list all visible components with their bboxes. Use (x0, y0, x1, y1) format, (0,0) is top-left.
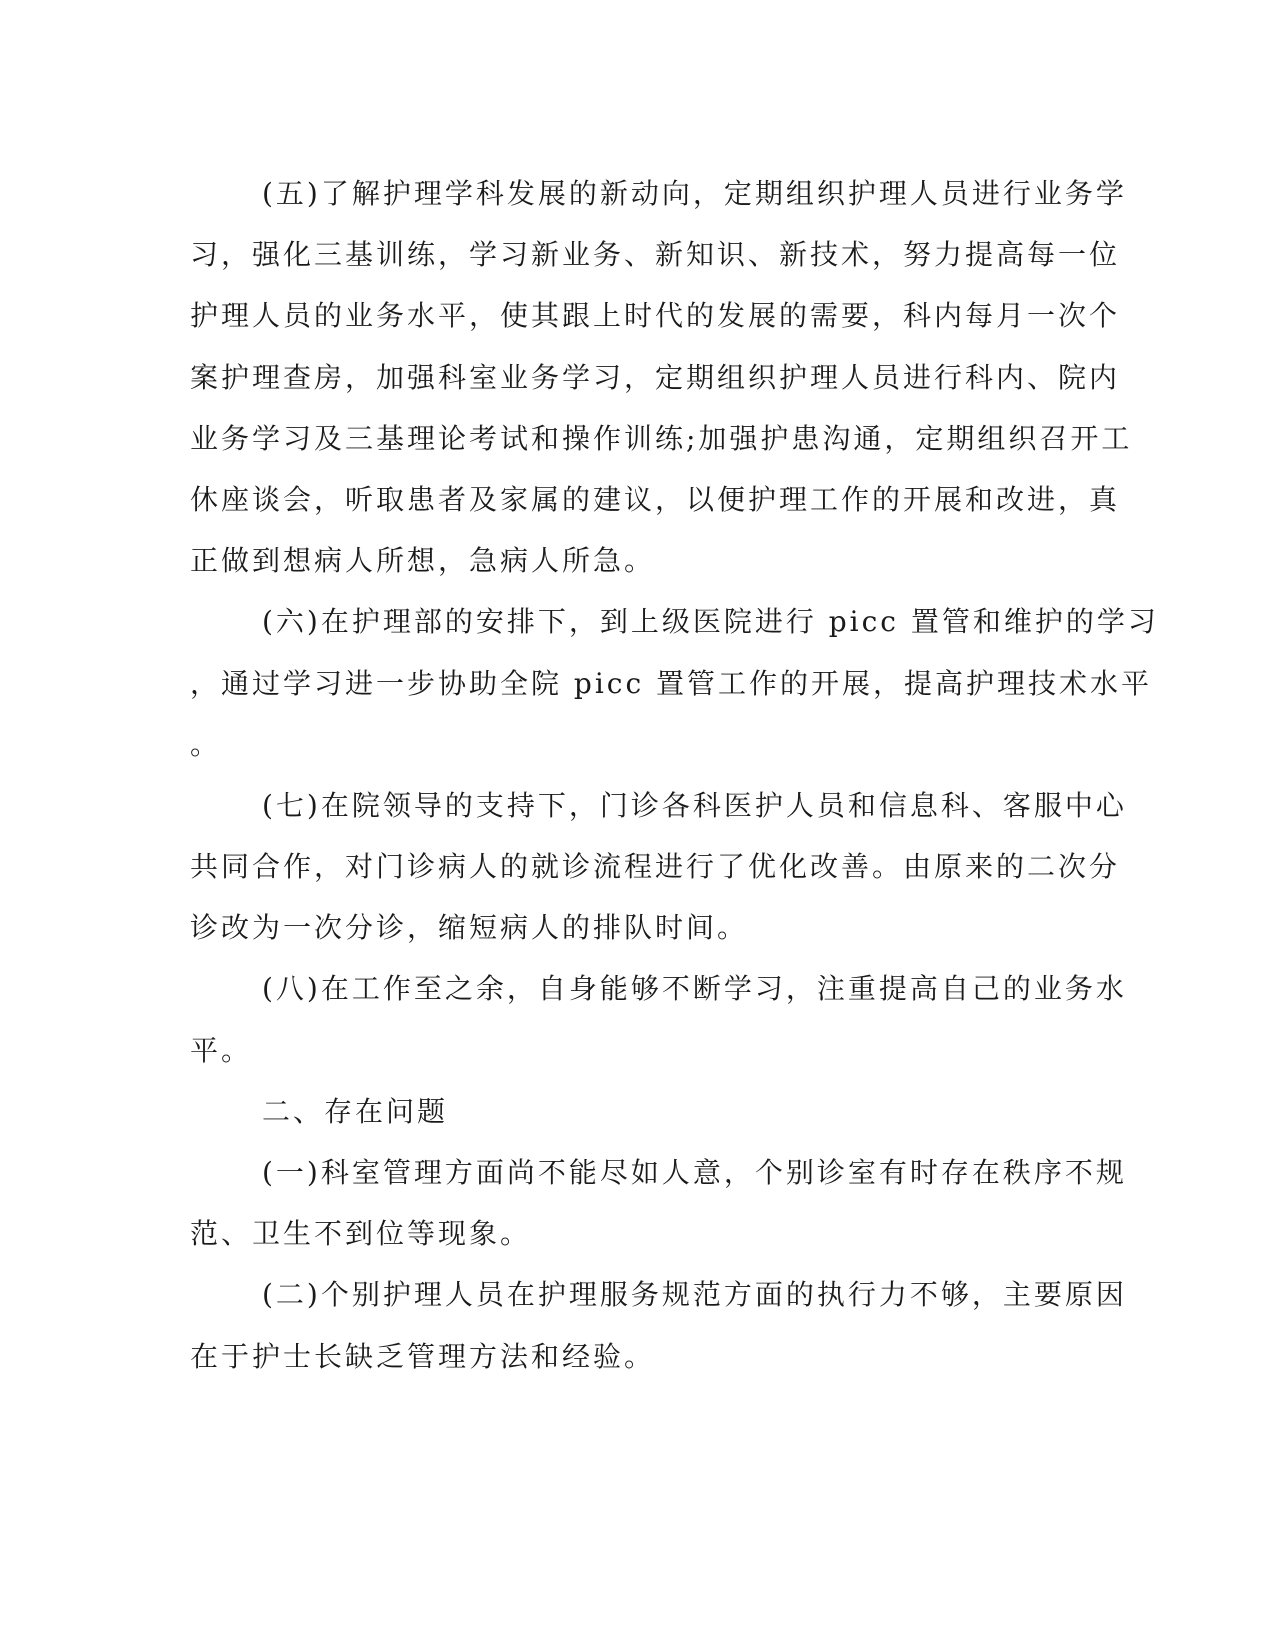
paragraph-6-line-1: (六)在护理部的安排下，到上级医院进行 picc 置管和维护的学习 (262, 605, 1159, 639)
paragraph-6-line-3: 。 (190, 727, 222, 761)
paragraph-7-line-1: (七)在院领导的支持下，门诊各科医护人员和信息科、客服中心 (262, 788, 1127, 822)
problem-1-line-1: (一)科室管理方面尚不能尽如人意，个别诊室有时存在秩序不规 (262, 1156, 1127, 1189)
paragraph-5-line-4: 案护理查房，加强科室业务学习，定期组织护理人员进行科内、院内 (190, 360, 1121, 394)
paragraph-7-line-3: 诊改为一次分诊，缩短病人的排队时间。 (190, 911, 749, 945)
paragraph-7-line-2: 共同合作，对门诊病人的就诊流程进行了优化改善。由原来的二次分 (190, 850, 1121, 884)
paragraph-5-line-3: 护理人员的业务水平，使其跟上时代的发展的需要，科内每月一次个 (190, 299, 1121, 333)
paragraph-8-line-2: 平。 (190, 1033, 253, 1067)
paragraph-5-line-7: 正做到想病人所想，急病人所急。 (190, 544, 656, 578)
paragraph-6-line-2: ，通过学习进一步协助全院 picc 置管工作的开展，提高护理技术水平 (190, 666, 1153, 700)
problem-2-line-2: 在于护士长缺乏管理方法和经验。 (190, 1339, 656, 1373)
section-heading-problems: 二、存在问题 (262, 1094, 449, 1128)
document-body (190, 163, 1159, 1387)
paragraph-5-line-2: 习，强化三基训练，学习新业务、新知识、新技术，努力提高每一位 (190, 238, 1121, 272)
problem-2-line-1: (二)个别护理人员在护理服务规范方面的执行力不够，主要原因 (262, 1278, 1127, 1312)
paragraph-8-line-1: (八)在工作至之余，自身能够不断学习，注重提高自己的业务水 (262, 972, 1127, 1006)
problem-1-line-2: 范、卫生不到位等现象。 (190, 1217, 532, 1251)
paragraph-5-line-6: 休座谈会，听取患者及家属的建议，以便护理工作的开展和改进，真 (190, 482, 1121, 516)
paragraph-5-line-5: 业务学习及三基理论考试和操作训练;加强护患沟通，定期组织召开工 (190, 421, 1133, 455)
paragraph-5-line-1: (五)了解护理学科发展的新动向，定期组织护理人员进行业务学 (262, 177, 1127, 210)
